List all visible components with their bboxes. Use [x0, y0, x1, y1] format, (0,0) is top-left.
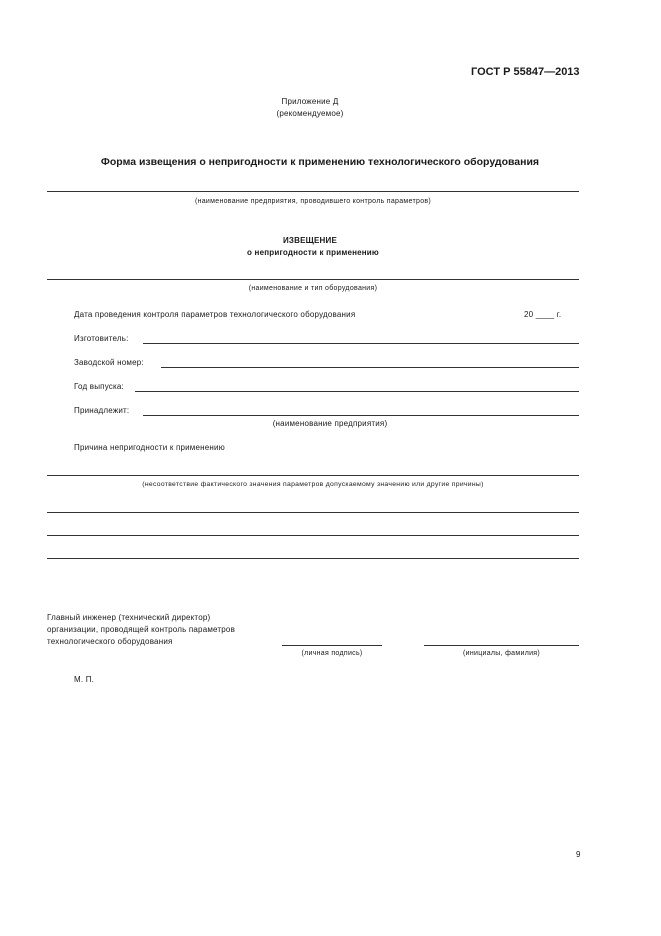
appendix-status: (рекомендуемое) — [276, 109, 344, 118]
manufacturer-label: Изготовитель: — [74, 334, 129, 343]
reason-label: Причина непригодности к применению — [74, 443, 225, 452]
manufacturer-line[interactable] — [143, 343, 579, 344]
appendix-title: Приложение Д — [281, 97, 339, 106]
year-line[interactable] — [135, 391, 579, 392]
full-name-caption: (инициалы, фамилия) — [462, 650, 541, 657]
signer-title-line-3: технологического оборудования — [47, 637, 173, 646]
enterprise-caption: (наименование предприятия, проводившего контроль параметров) — [194, 198, 432, 205]
standard-code: ГОСТ Р 55847—2013 — [471, 66, 580, 78]
full-name-line[interactable] — [424, 645, 579, 646]
reason-line-3[interactable] — [47, 535, 579, 536]
signer-title-line-1: Главный инженер (технический директор) — [47, 613, 211, 622]
reason-line-1[interactable] — [47, 475, 579, 476]
belongs-label: Принадлежит: — [74, 406, 130, 415]
equipment-name-line[interactable] — [47, 279, 579, 280]
reason-caption: (несоответствие фактического значения параметров допускаемому значению или другие причины) — [142, 481, 484, 488]
notice-title: ИЗВЕЩЕНИЕ — [282, 236, 338, 245]
signature-caption: (личная подпись) — [301, 650, 363, 657]
enterprise-name-line[interactable] — [47, 191, 579, 192]
notice-subtitle: о непригодности к применению — [247, 248, 379, 257]
serial-number-line[interactable] — [161, 367, 579, 368]
equipment-caption: (наименование и тип оборудования) — [248, 285, 378, 292]
page-number: 9 — [576, 850, 581, 859]
serial-number-label: Заводской номер: — [74, 358, 144, 367]
form-title: Форма извещения о непригодности к применению технологического оборудования — [100, 156, 540, 168]
control-date-label: Дата проведения контроля параметров технологического оборудования — [74, 310, 356, 319]
year-label: Год выпуска: — [74, 382, 124, 391]
reason-line-2[interactable] — [47, 512, 579, 513]
signer-title-line-2: организации, проводящей контроль параметров — [47, 625, 236, 634]
belongs-line[interactable] — [143, 415, 579, 416]
signature-line[interactable] — [282, 645, 382, 646]
stamp-place: М. П. — [74, 675, 95, 684]
control-date-year[interactable]: 20 ____ г. — [524, 310, 562, 319]
reason-line-4[interactable] — [47, 558, 579, 559]
belongs-caption: (наименование предприятия) — [272, 419, 388, 428]
